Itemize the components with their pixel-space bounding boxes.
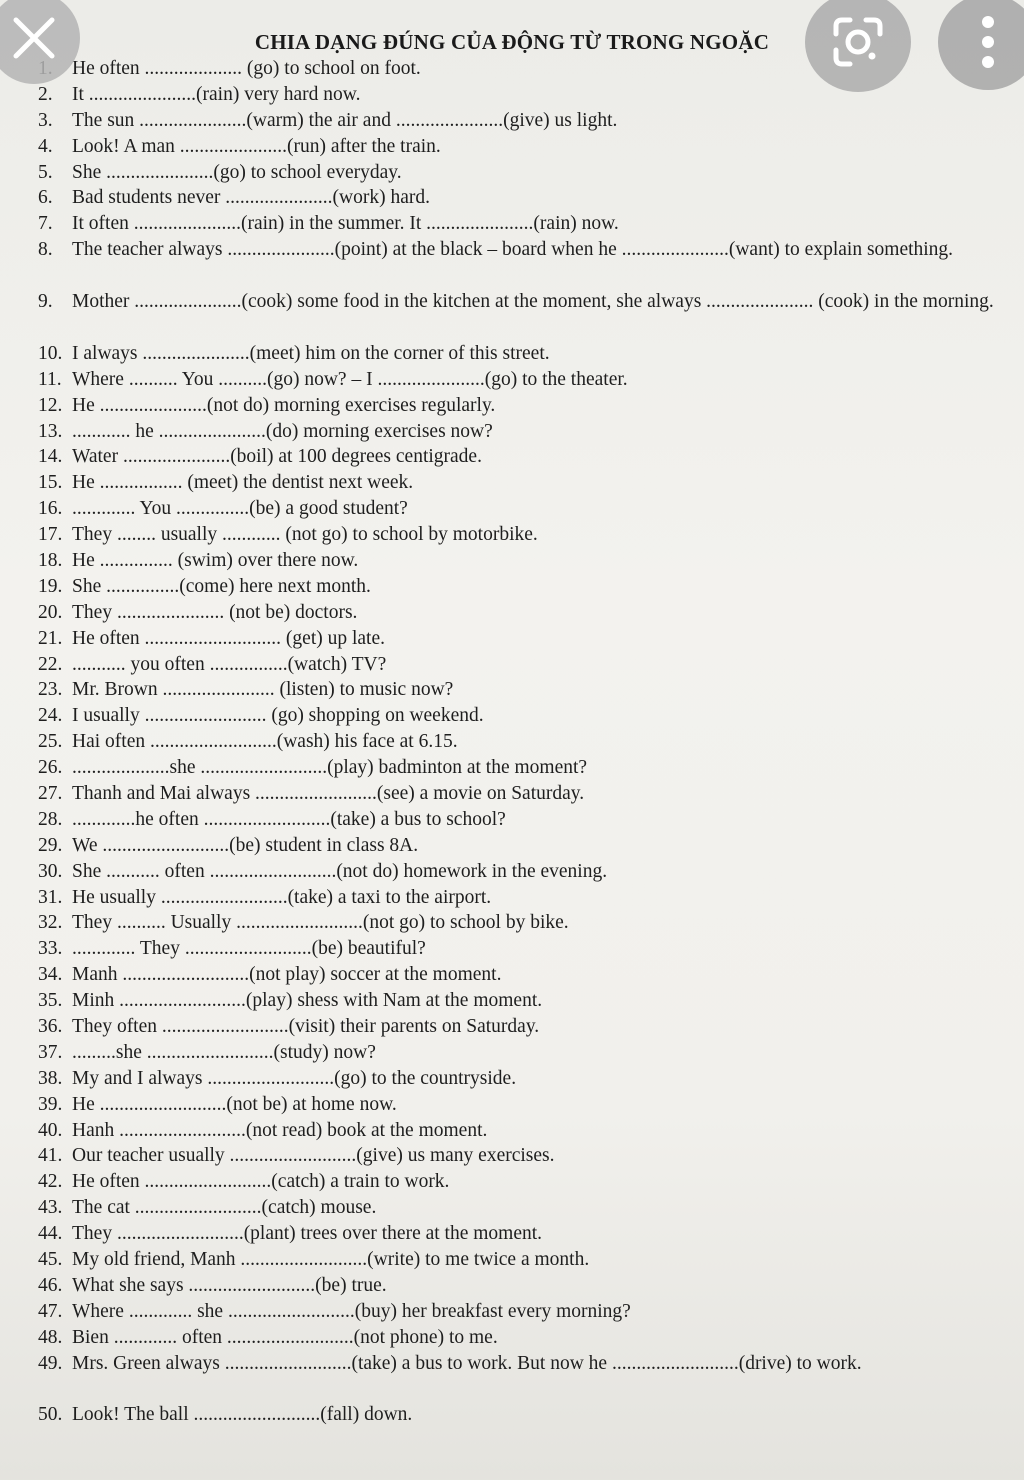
- exercise-item: [0, 289, 1024, 341]
- exercise-number: 35.: [38, 990, 63, 1012]
- exercise-number: 28.: [38, 808, 63, 830]
- exercise-number: 37.: [38, 1041, 63, 1063]
- exercise-number: 42.: [38, 1171, 63, 1193]
- exercise-item: [0, 1169, 1024, 1195]
- exercise-text: Bad students never ......................(work) hard.: [72, 187, 430, 209]
- exercise-item: [0, 470, 1024, 496]
- exercise-item: [0, 807, 1024, 833]
- exercise-number: 7.: [38, 213, 53, 235]
- exercise-text: Our teacher usually ..........................(give) us many exercises.: [72, 1145, 555, 1167]
- exercise-number: 2.: [38, 83, 53, 105]
- exercise-item: [0, 885, 1024, 911]
- exercise-text: Where ............. she ..........................(buy) her breakfast every morning?: [72, 1300, 631, 1322]
- exercise-text: Where .......... You ..........(go) now? – I ......................(go) to the theater.: [72, 368, 628, 390]
- exercise-number: 49.: [38, 1352, 63, 1374]
- exercise-item: [0, 859, 1024, 885]
- exercise-item: [0, 626, 1024, 652]
- exercise-text: Mrs. Green always ..........................(take) a bus to work. But now he ..........................(drive) to work.: [72, 1352, 862, 1374]
- exercise-number: 18.: [38, 549, 63, 571]
- exercise-text: The teacher always ......................(point) at the black – board when he ......................(want) to explain something.: [72, 239, 954, 261]
- exercise-text: Water ......................(boil) at 100 degrees centigrade.: [72, 446, 482, 468]
- exercise-text: Mr. Brown ....................... (listen) to music now?: [72, 679, 454, 701]
- exercise-text: The cat ..........................(catch) mouse.: [72, 1197, 377, 1219]
- exercise-text: She ......................(go) to school everyday.: [72, 161, 402, 183]
- exercise-item: [0, 729, 1024, 755]
- exercise-number: 32.: [38, 912, 63, 934]
- exercise-number: 41.: [38, 1145, 63, 1167]
- exercise-item: [0, 1014, 1024, 1040]
- exercise-text: He ............... (swim) over there now.: [72, 549, 359, 571]
- exercise-text: He ......................(not do) morning exercises regularly.: [72, 394, 496, 416]
- exercise-text: It ......................(rain) very hard now.: [72, 83, 361, 105]
- exercise-item: [0, 1299, 1024, 1325]
- exercise-item: [0, 1351, 1024, 1403]
- exercise-text: I usually ......................... (go) shopping on weekend.: [72, 705, 484, 727]
- exercise-item: [0, 677, 1024, 703]
- exercise-number: 43.: [38, 1197, 63, 1219]
- exercise-number: 39.: [38, 1093, 63, 1115]
- exercise-text: Minh ..........................(play) shess with Nam at the moment.: [72, 990, 543, 1012]
- exercise-number: 19.: [38, 575, 63, 597]
- exercise-text: We ..........................(be) student in class 8A.: [72, 834, 419, 856]
- exercise-text: They .......... Usually ..........................(not go) to school by bike.: [72, 912, 569, 934]
- exercise-text: He ................. (meet) the dentist next week.: [72, 472, 414, 494]
- exercise-number: 50.: [38, 1404, 63, 1426]
- exercise-item: [0, 367, 1024, 393]
- exercise-item: [0, 703, 1024, 729]
- exercise-item: [0, 444, 1024, 470]
- exercise-number: 21.: [38, 627, 63, 649]
- exercise-item: [0, 1273, 1024, 1299]
- close-icon: [6, 10, 62, 66]
- exercise-item: [0, 548, 1024, 574]
- exercise-item: [0, 755, 1024, 781]
- exercise-text: They ...................... (not be) doctors.: [72, 601, 358, 623]
- exercise-item: [0, 419, 1024, 445]
- exercise-text: She ........... often ..........................(not do) homework in the evening.: [72, 860, 608, 882]
- exercise-item: [0, 781, 1024, 807]
- exercise-text: He often ............................ (get) up late.: [72, 627, 386, 649]
- exercise-item: [0, 988, 1024, 1014]
- exercise-item: [0, 652, 1024, 678]
- exercise-item: [0, 1143, 1024, 1169]
- exercise-text: Hai often ..........................(wash) his face at 6.15.: [72, 731, 458, 753]
- exercise-number: 12.: [38, 394, 63, 416]
- exercise-item: [0, 1092, 1024, 1118]
- exercise-number: 14.: [38, 446, 63, 468]
- exercise-text: He often ..........................(catch) a train to work.: [72, 1171, 450, 1193]
- exercise-item: [0, 1402, 1024, 1428]
- exercise-number: 45.: [38, 1249, 63, 1270]
- exercise-item: [0, 160, 1024, 186]
- exercise-number: 3.: [38, 109, 53, 131]
- exercise-text: They often ..........................(visit) their parents on Saturday.: [72, 1015, 540, 1037]
- exercise-number: 6.: [38, 187, 53, 209]
- exercise-text: ............. You ...............(be) a good student?: [72, 498, 408, 520]
- exercise-number: 30.: [38, 860, 63, 882]
- exercise-text: Look! A man ......................(run) after the train.: [72, 135, 441, 157]
- exercise-text: He often .................... (go) to school on foot.: [72, 58, 421, 79]
- exercise-item: [0, 341, 1024, 367]
- more-vertical-icon: [978, 12, 998, 72]
- exercise-list: [0, 56, 1024, 1428]
- exercise-item: [0, 1247, 1024, 1273]
- exercise-number: 23.: [38, 679, 63, 701]
- exercise-item: [0, 962, 1024, 988]
- exercise-number: 20.: [38, 601, 63, 623]
- exercise-item: [0, 393, 1024, 419]
- exercise-text: Thanh and Mai always .........................(see) a movie on Saturday.: [72, 782, 585, 804]
- exercise-item: [0, 1040, 1024, 1066]
- exercise-item: [0, 496, 1024, 522]
- exercise-number: 34.: [38, 964, 63, 986]
- exercise-text: Hanh ..........................(not read) book at the moment.: [72, 1119, 488, 1141]
- exercise-number: 24.: [38, 705, 63, 727]
- exercise-item: [0, 522, 1024, 548]
- exercise-text: They ........ usually ............ (not go) to school by motorbike.: [72, 524, 538, 546]
- exercise-text: ....................she ..........................(play) badminton at the moment?: [72, 757, 588, 779]
- exercise-text: The sun ......................(warm) the air and ......................(give) us light.: [72, 109, 618, 131]
- exercise-text: .............he often ..........................(take) a bus to school?: [72, 808, 506, 830]
- exercise-item: [0, 574, 1024, 600]
- exercise-number: 38.: [38, 1067, 63, 1089]
- exercise-number: 13.: [38, 420, 63, 442]
- exercise-text: My old friend, Manh ..........................(write) to me twice a month.: [72, 1249, 590, 1270]
- exercise-item: [0, 1118, 1024, 1144]
- exercise-item: [0, 211, 1024, 237]
- exercise-number: 11.: [38, 368, 62, 390]
- exercise-number: 17.: [38, 524, 63, 546]
- exercise-text: She ...............(come) here next month.: [72, 575, 371, 597]
- exercise-number: 9.: [38, 291, 53, 313]
- exercise-item: [0, 185, 1024, 211]
- exercise-item: [0, 600, 1024, 626]
- exercise-item: [0, 1221, 1024, 1247]
- exercise-text: Bien ............. often ..........................(not phone) to me.: [72, 1326, 498, 1348]
- exercise-text: Look! The ball ..........................(fall) down.: [72, 1404, 413, 1426]
- exercise-number: 22.: [38, 653, 63, 675]
- exercise-number: 8.: [38, 239, 53, 261]
- exercise-text: He usually ..........................(take) a taxi to the airport.: [72, 886, 492, 908]
- exercise-text: They ..........................(plant) trees over there at the moment.: [72, 1223, 543, 1245]
- exercise-item: [0, 1195, 1024, 1221]
- exercise-number: 44.: [38, 1223, 63, 1245]
- exercise-text: I always ......................(meet) him on the corner of this street.: [72, 342, 550, 364]
- exercise-item: [0, 1066, 1024, 1092]
- exercise-number: 33.: [38, 938, 63, 960]
- exercise-number: 25.: [38, 731, 63, 753]
- exercise-text: Manh ..........................(not play) soccer at the moment.: [72, 964, 502, 986]
- exercise-number: 10.: [38, 342, 63, 364]
- exercise-text: He ..........................(not be) at home now.: [72, 1093, 397, 1115]
- exercise-text: It often ......................(rain) in the summer. It ......................(rain) now.: [72, 213, 619, 235]
- exercise-number: 5.: [38, 161, 53, 183]
- exercise-number: 31.: [38, 886, 63, 908]
- exercise-item: [0, 237, 1024, 289]
- exercise-text: Mother ......................(cook) some food in the kitchen at the moment, she always ...................... (cook) in the morning.: [72, 291, 994, 313]
- exercise-number: 16.: [38, 498, 63, 520]
- exercise-text: What she says ..........................(be) true.: [72, 1274, 387, 1296]
- exercise-text: ........... you often ................(watch) TV?: [72, 653, 387, 675]
- worksheet-title: CHIA DẠNG ĐÚNG CỦA ĐỘNG TỪ TRONG NGOẶC: [254, 30, 770, 54]
- exercise-number: 46.: [38, 1274, 63, 1296]
- exercise-number: 15.: [38, 472, 63, 494]
- exercise-number: 48.: [38, 1326, 63, 1348]
- exercise-number: 29.: [38, 834, 63, 856]
- exercise-number: 27.: [38, 782, 63, 804]
- exercise-number: 36.: [38, 1015, 63, 1037]
- exercise-text: .........she ..........................(study) now?: [72, 1041, 376, 1063]
- exercise-number: 4.: [38, 135, 53, 157]
- exercise-item: [0, 108, 1024, 134]
- exercise-number: 40.: [38, 1119, 63, 1141]
- exercise-text: My and I always ..........................(go) to the countryside.: [72, 1067, 517, 1089]
- exercise-number: 47.: [38, 1300, 63, 1322]
- exercise-number: 26.: [38, 757, 63, 779]
- exercise-item: [0, 833, 1024, 859]
- lens-scan-icon: [828, 12, 888, 72]
- exercise-item: [0, 910, 1024, 936]
- exercise-text: ............ he ......................(do) morning exercises now?: [72, 420, 493, 442]
- exercise-item: [0, 1325, 1024, 1351]
- exercise-item: [0, 134, 1024, 160]
- exercise-item: [0, 936, 1024, 962]
- exercise-text: ............. They ..........................(be) beautiful?: [72, 938, 426, 960]
